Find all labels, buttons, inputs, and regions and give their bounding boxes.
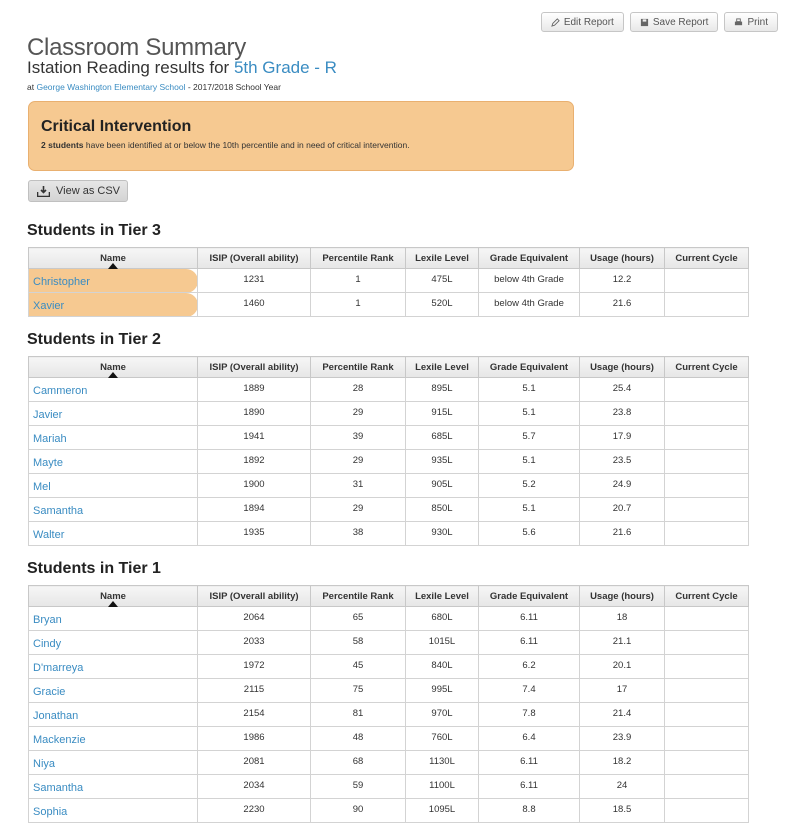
student-name-link[interactable]: Gracie xyxy=(29,679,198,703)
column-header-label: Name xyxy=(100,590,126,602)
cell-percentile: 45 xyxy=(311,655,406,679)
table-row xyxy=(29,751,749,775)
student-name-link[interactable]: D'marreya xyxy=(29,655,198,679)
cell-percentile: 48 xyxy=(311,727,406,751)
cell-percentile: 38 xyxy=(311,522,406,546)
column-header-lexile[interactable] xyxy=(406,248,479,269)
student-name-link[interactable]: Mackenzie xyxy=(29,727,198,751)
table-row xyxy=(29,727,749,751)
cell-current-cycle xyxy=(665,799,749,823)
cell-current-cycle xyxy=(665,607,749,631)
view-as-csv-label: View as CSV xyxy=(56,185,120,197)
column-header-label: Current Cycle xyxy=(675,361,738,373)
cell-lexile: 1015L xyxy=(406,631,479,655)
cell-grade-equivalent: 5.1 xyxy=(479,402,580,426)
column-header-label: Grade Equivalent xyxy=(489,361,569,373)
column-header-percentile[interactable] xyxy=(311,248,406,269)
cell-grade-equivalent: below 4th Grade xyxy=(479,293,580,317)
cell-usage: 20.7 xyxy=(580,498,665,522)
column-header-name[interactable] xyxy=(29,357,198,378)
cell-grade-equivalent: 7.8 xyxy=(479,703,580,727)
student-name-link[interactable]: Xavier xyxy=(29,293,198,317)
column-header-label: Name xyxy=(100,252,126,264)
column-header-usage[interactable] xyxy=(580,357,665,378)
cell-lexile: 680L xyxy=(406,607,479,631)
cell-percentile: 31 xyxy=(311,474,406,498)
column-header-label: Percentile Rank xyxy=(322,252,394,264)
cell-usage: 24.9 xyxy=(580,474,665,498)
table-row xyxy=(29,269,749,293)
alert-count: 2 students xyxy=(41,140,84,150)
cell-percentile: 68 xyxy=(311,751,406,775)
cell-isip: 2064 xyxy=(198,607,311,631)
cell-percentile: 90 xyxy=(311,799,406,823)
cell-lexile: 915L xyxy=(406,402,479,426)
tier-heading: Students in Tier 1 xyxy=(27,560,161,577)
school-line xyxy=(27,82,281,92)
student-name-link[interactable]: Cammeron xyxy=(29,378,198,402)
tier-table xyxy=(28,247,749,317)
cell-lexile: 475L xyxy=(406,269,479,293)
table-row xyxy=(29,522,749,546)
column-header-label: ISIP (Overall ability) xyxy=(209,252,299,264)
column-header-grade-equivalent[interactable] xyxy=(479,248,580,269)
cell-isip: 1894 xyxy=(198,498,311,522)
save-report-label: Save Report xyxy=(652,16,709,28)
column-header-current-cycle[interactable] xyxy=(665,248,749,269)
cell-usage: 18.5 xyxy=(580,799,665,823)
column-header-grade-equivalent[interactable] xyxy=(479,586,580,607)
column-header-isip[interactable] xyxy=(198,248,311,269)
cell-isip: 1460 xyxy=(198,293,311,317)
cell-isip: 2230 xyxy=(198,799,311,823)
cell-current-cycle xyxy=(665,631,749,655)
view-as-csv-button[interactable] xyxy=(28,180,128,202)
cell-grade-equivalent: 5.1 xyxy=(479,498,580,522)
student-name-link[interactable]: Cindy xyxy=(29,631,198,655)
tier-heading: Students in Tier 3 xyxy=(27,222,161,239)
column-header-lexile[interactable] xyxy=(406,586,479,607)
cell-current-cycle xyxy=(665,522,749,546)
table-row xyxy=(29,426,749,450)
download-icon xyxy=(37,186,50,197)
cell-usage: 24 xyxy=(580,775,665,799)
cell-lexile: 840L xyxy=(406,655,479,679)
cell-usage: 21.6 xyxy=(580,293,665,317)
cell-grade-equivalent: 5.2 xyxy=(479,474,580,498)
cell-lexile: 1130L xyxy=(406,751,479,775)
table-row xyxy=(29,474,749,498)
student-name-link[interactable]: Walter xyxy=(29,522,198,546)
alert-text: have been identified at or below the 10th percentile and in need of critical intervention. xyxy=(85,140,410,150)
table-row xyxy=(29,498,749,522)
column-header-label: Grade Equivalent xyxy=(489,590,569,602)
cell-grade-equivalent: 6.11 xyxy=(479,631,580,655)
cell-usage: 21.1 xyxy=(580,631,665,655)
cell-current-cycle xyxy=(665,655,749,679)
cell-usage: 21.4 xyxy=(580,703,665,727)
sort-ascending-icon xyxy=(108,372,118,378)
grade-link[interactable]: 5th Grade - R xyxy=(233,58,337,77)
student-name-link[interactable]: Niya xyxy=(29,751,198,775)
table-row xyxy=(29,679,749,703)
school-prefix: at xyxy=(27,82,35,92)
cell-usage: 23.8 xyxy=(580,402,665,426)
table-header-row xyxy=(29,357,749,378)
table-header-row xyxy=(29,586,749,607)
cell-isip: 1986 xyxy=(198,727,311,751)
cell-lexile: 970L xyxy=(406,703,479,727)
cell-current-cycle xyxy=(665,474,749,498)
cell-lexile: 905L xyxy=(406,474,479,498)
student-name-link[interactable]: Sophia xyxy=(29,799,198,823)
cell-isip: 2033 xyxy=(198,631,311,655)
report-subtitle xyxy=(27,58,337,78)
cell-percentile: 59 xyxy=(311,775,406,799)
cell-current-cycle xyxy=(665,727,749,751)
column-header-usage[interactable] xyxy=(580,248,665,269)
cell-lexile: 995L xyxy=(406,679,479,703)
cell-grade-equivalent: 5.7 xyxy=(479,426,580,450)
cell-grade-equivalent: 5.1 xyxy=(479,450,580,474)
cell-percentile: 81 xyxy=(311,703,406,727)
cell-current-cycle xyxy=(665,450,749,474)
tier-table xyxy=(28,585,749,823)
cell-usage: 18.2 xyxy=(580,751,665,775)
table-row xyxy=(29,607,749,631)
table-row xyxy=(29,402,749,426)
column-header-label: Percentile Rank xyxy=(322,361,394,373)
cell-isip: 1889 xyxy=(198,378,311,402)
report-toolbar xyxy=(541,12,778,32)
cell-isip: 1892 xyxy=(198,450,311,474)
cell-percentile: 39 xyxy=(311,426,406,450)
student-name-link[interactable]: Javier xyxy=(29,402,198,426)
cell-usage: 17.9 xyxy=(580,426,665,450)
pencil-icon xyxy=(551,18,560,27)
cell-current-cycle xyxy=(665,775,749,799)
cell-grade-equivalent: 5.1 xyxy=(479,378,580,402)
cell-grade-equivalent: 6.2 xyxy=(479,655,580,679)
cell-isip: 2115 xyxy=(198,679,311,703)
school-link[interactable]: George Washington Elementary School xyxy=(36,82,186,92)
table-row xyxy=(29,450,749,474)
sort-ascending-icon xyxy=(108,601,118,607)
column-header-isip[interactable] xyxy=(198,586,311,607)
table-row xyxy=(29,631,749,655)
edit-report-button[interactable] xyxy=(541,12,624,32)
cell-current-cycle xyxy=(665,402,749,426)
critical-intervention-alert xyxy=(28,101,574,171)
cell-isip: 1935 xyxy=(198,522,311,546)
school-year: - 2017/2018 School Year xyxy=(187,82,281,92)
table-row xyxy=(29,703,749,727)
table-header-row xyxy=(29,248,749,269)
cell-grade-equivalent: 6.11 xyxy=(479,751,580,775)
table-row xyxy=(29,775,749,799)
cell-grade-equivalent: 5.6 xyxy=(479,522,580,546)
cell-percentile: 75 xyxy=(311,679,406,703)
save-icon xyxy=(640,18,649,27)
cell-lexile: 895L xyxy=(406,378,479,402)
cell-usage: 20.1 xyxy=(580,655,665,679)
student-name-link[interactable]: Bryan xyxy=(29,607,198,631)
student-name-link[interactable]: Mariah xyxy=(29,426,198,450)
student-name-link[interactable]: Samantha xyxy=(29,775,198,799)
column-header-label: Usage (hours) xyxy=(590,590,654,602)
cell-current-cycle xyxy=(665,269,749,293)
cell-percentile: 28 xyxy=(311,378,406,402)
cell-grade-equivalent: 6.4 xyxy=(479,727,580,751)
table-row xyxy=(29,799,749,823)
student-name-link[interactable]: Christopher xyxy=(29,269,198,293)
column-header-label: Grade Equivalent xyxy=(489,252,569,264)
cell-current-cycle xyxy=(665,679,749,703)
cell-percentile: 1 xyxy=(311,269,406,293)
cell-current-cycle xyxy=(665,426,749,450)
cell-current-cycle xyxy=(665,751,749,775)
column-header-label: Lexile Level xyxy=(415,252,469,264)
column-header-grade-equivalent[interactable] xyxy=(479,357,580,378)
alert-title: Critical Intervention xyxy=(41,118,192,135)
cell-usage: 18 xyxy=(580,607,665,631)
edit-report-label: Edit Report xyxy=(563,16,614,28)
cell-usage: 23.9 xyxy=(580,727,665,751)
column-header-label: Name xyxy=(100,361,126,373)
column-header-label: ISIP (Overall ability) xyxy=(209,590,299,602)
cell-current-cycle xyxy=(665,378,749,402)
column-header-label: Lexile Level xyxy=(415,361,469,373)
cell-isip: 1900 xyxy=(198,474,311,498)
cell-isip: 2154 xyxy=(198,703,311,727)
cell-lexile: 760L xyxy=(406,727,479,751)
cell-lexile: 1095L xyxy=(406,799,479,823)
column-header-percentile[interactable] xyxy=(311,357,406,378)
cell-percentile: 58 xyxy=(311,631,406,655)
column-header-usage[interactable] xyxy=(580,586,665,607)
sort-ascending-icon xyxy=(108,263,118,269)
cell-lexile: 935L xyxy=(406,450,479,474)
cell-usage: 21.6 xyxy=(580,522,665,546)
subtitle-prefix: Istation Reading results for xyxy=(27,58,230,77)
column-header-label: Current Cycle xyxy=(675,252,738,264)
cell-isip: 1972 xyxy=(198,655,311,679)
cell-grade-equivalent: 8.8 xyxy=(479,799,580,823)
column-header-label: Usage (hours) xyxy=(590,252,654,264)
cell-usage: 17 xyxy=(580,679,665,703)
table-row xyxy=(29,378,749,402)
column-header-current-cycle[interactable] xyxy=(665,357,749,378)
column-header-current-cycle[interactable] xyxy=(665,586,749,607)
cell-percentile: 1 xyxy=(311,293,406,317)
column-header-percentile[interactable] xyxy=(311,586,406,607)
cell-isip: 1231 xyxy=(198,269,311,293)
cell-grade-equivalent: 7.4 xyxy=(479,679,580,703)
column-header-label: Usage (hours) xyxy=(590,361,654,373)
column-header-name[interactable] xyxy=(29,586,198,607)
cell-lexile: 520L xyxy=(406,293,479,317)
cell-grade-equivalent: 6.11 xyxy=(479,775,580,799)
cell-usage: 25.4 xyxy=(580,378,665,402)
column-header-label: Percentile Rank xyxy=(322,590,394,602)
column-header-label: Current Cycle xyxy=(675,590,738,602)
tier-table xyxy=(28,356,749,546)
column-header-lexile[interactable] xyxy=(406,357,479,378)
cell-percentile: 29 xyxy=(311,450,406,474)
print-label: Print xyxy=(747,16,768,28)
alert-message xyxy=(41,140,561,150)
save-report-button[interactable] xyxy=(630,12,719,32)
column-header-label: Lexile Level xyxy=(415,590,469,602)
printer-icon xyxy=(734,18,743,27)
cell-isip: 1890 xyxy=(198,402,311,426)
student-name-link[interactable]: Mel xyxy=(29,474,198,498)
student-name-link[interactable]: Mayte xyxy=(29,450,198,474)
cell-lexile: 850L xyxy=(406,498,479,522)
cell-isip: 2034 xyxy=(198,775,311,799)
cell-current-cycle xyxy=(665,703,749,727)
table-row xyxy=(29,293,749,317)
page-title: Classroom Summary xyxy=(27,34,246,62)
cell-usage: 12.2 xyxy=(580,269,665,293)
student-name-link[interactable]: Jonathan xyxy=(29,703,198,727)
column-header-label: ISIP (Overall ability) xyxy=(209,361,299,373)
cell-current-cycle xyxy=(665,293,749,317)
cell-grade-equivalent: 6.11 xyxy=(479,607,580,631)
column-header-name[interactable] xyxy=(29,248,198,269)
cell-percentile: 29 xyxy=(311,402,406,426)
cell-percentile: 65 xyxy=(311,607,406,631)
cell-current-cycle xyxy=(665,498,749,522)
cell-isip: 1941 xyxy=(198,426,311,450)
print-button[interactable] xyxy=(724,12,778,32)
cell-lexile: 930L xyxy=(406,522,479,546)
cell-lexile: 685L xyxy=(406,426,479,450)
cell-usage: 23.5 xyxy=(580,450,665,474)
table-row xyxy=(29,655,749,679)
cell-lexile: 1100L xyxy=(406,775,479,799)
cell-percentile: 29 xyxy=(311,498,406,522)
tier-heading: Students in Tier 2 xyxy=(27,331,161,348)
column-header-isip[interactable] xyxy=(198,357,311,378)
cell-isip: 2081 xyxy=(198,751,311,775)
cell-grade-equivalent: below 4th Grade xyxy=(479,269,580,293)
student-name-link[interactable]: Samantha xyxy=(29,498,198,522)
